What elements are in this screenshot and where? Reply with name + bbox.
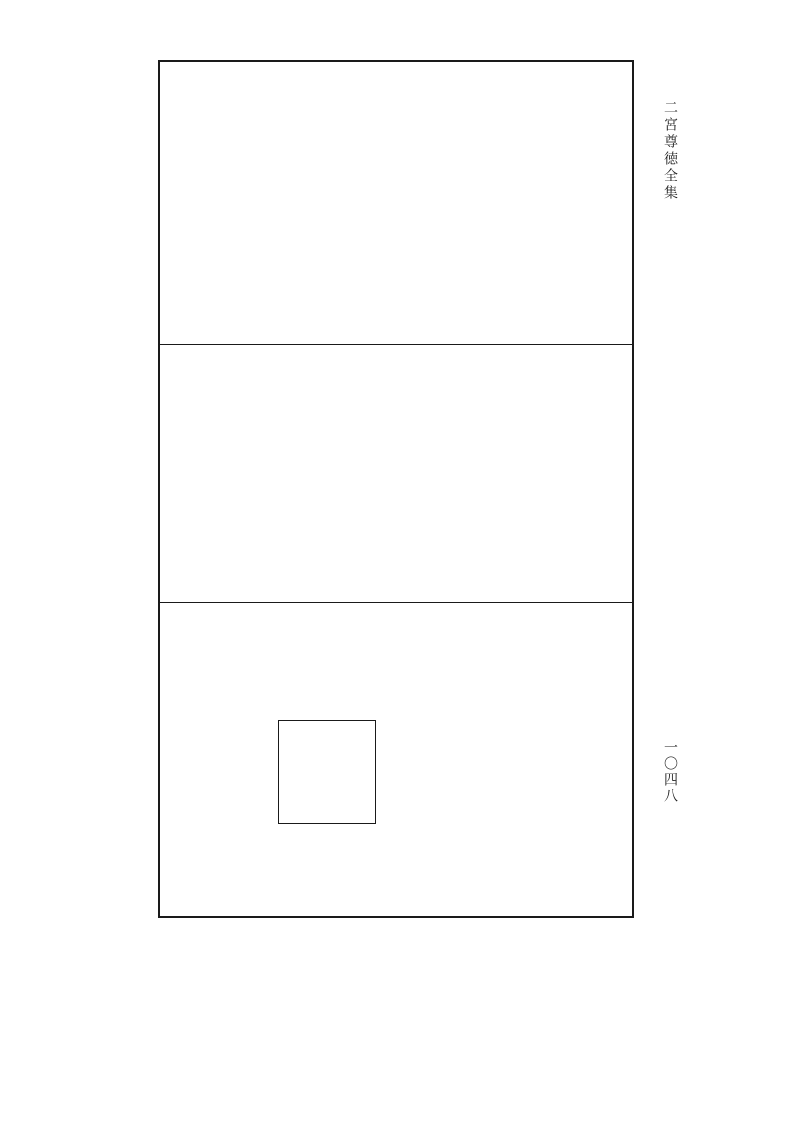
book-title: 二宮尊徳全集 — [662, 100, 678, 202]
section-divider-1 — [158, 344, 634, 345]
page-number: 一〇四八 — [662, 740, 678, 804]
section-divider-2 — [158, 602, 634, 603]
text-frame — [158, 60, 634, 918]
address-box — [278, 720, 376, 824]
